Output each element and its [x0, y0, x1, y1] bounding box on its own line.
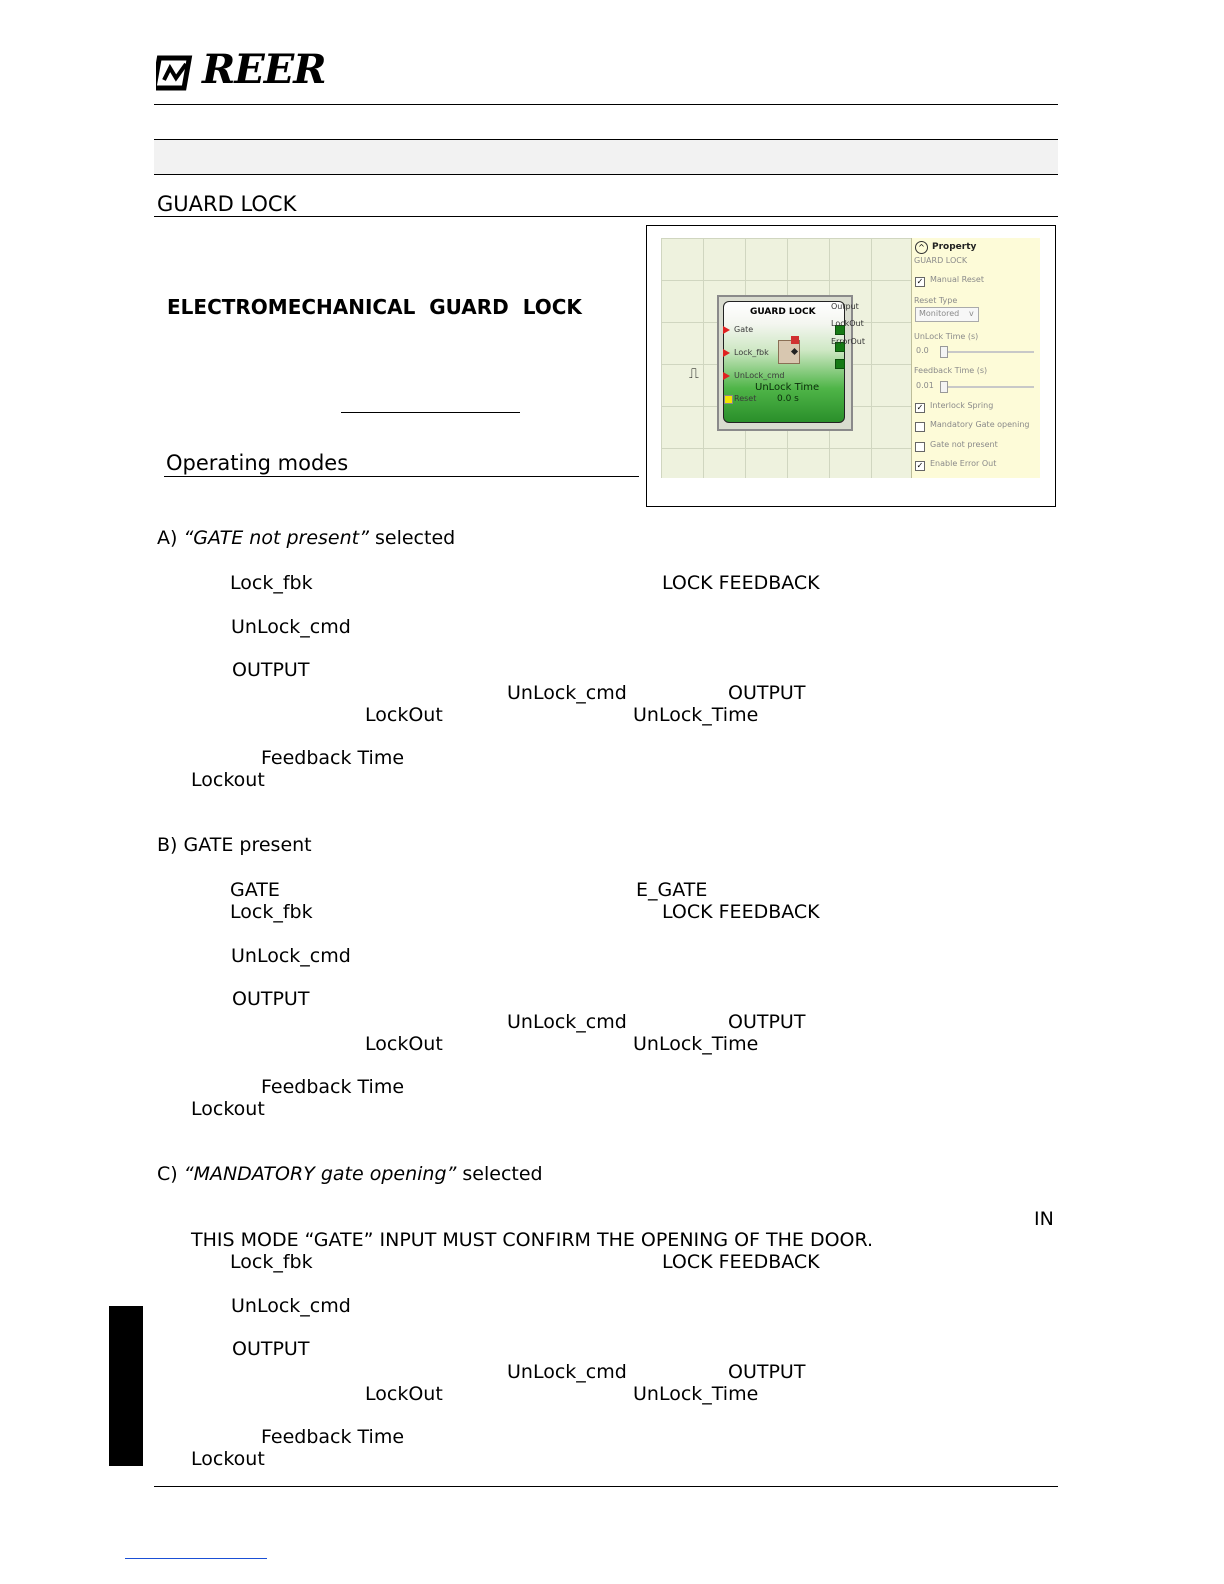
reset-input-icon — [724, 395, 733, 404]
mode-b-lock-fbk: Lock_fbk — [230, 901, 313, 923]
mode-b-heading — [157, 834, 312, 856]
mode-c-unlock-time: UnLock_Time — [633, 1383, 759, 1405]
unlock-time-label: UnLock Time (s) — [914, 332, 979, 341]
band-bottom-rule — [154, 174, 1058, 175]
unlock-time-value: 0.0 — [916, 346, 929, 355]
param-value: 0.0 s — [777, 394, 799, 404]
lockout-label: LockOut — [831, 319, 864, 328]
mode-c-letter: C) — [157, 1163, 178, 1185]
lock-fbk-input-icon — [723, 349, 730, 357]
brand-name: REER — [202, 46, 326, 93]
mode-a-lock-fbk: Lock_fbk — [230, 572, 313, 594]
collapse-chevron-icon[interactable]: ^ — [915, 241, 928, 254]
mode-b-e-gate: E_GATE — [636, 879, 708, 901]
gate-not-present-checkbox[interactable] — [915, 442, 925, 452]
dropdown-chevron-icon: v — [969, 309, 974, 318]
gate-input-icon — [723, 326, 730, 334]
guard-lock-block[interactable] — [723, 301, 845, 423]
section-title: GUARD LOCK — [157, 192, 297, 216]
property-title: Property — [932, 242, 977, 252]
block-title: GUARD LOCK — [750, 307, 816, 317]
mode-c-unlock-cmd-2: UnLock_cmd — [507, 1361, 627, 1383]
brand-mark-icon — [156, 54, 196, 94]
mode-b-unlock-cmd-2: UnLock_cmd — [507, 1011, 627, 1033]
mode-a-lockout: LockOut — [365, 704, 443, 726]
input-gate-label: Gate — [734, 325, 754, 334]
unlock-time-slider-thumb[interactable] — [940, 346, 948, 358]
mode-a-unlock-time: UnLock_Time — [633, 704, 759, 726]
intro-underline — [341, 412, 520, 413]
mode-c-output-2: OUTPUT — [728, 1361, 806, 1383]
property-subtitle: GUARD LOCK — [914, 256, 968, 265]
output-label: Output — [831, 302, 859, 311]
guard-lock-figure — [646, 225, 1056, 507]
mode-c-lock-fbk: Lock_fbk — [230, 1251, 313, 1273]
mode-a-heading — [157, 527, 455, 549]
mode-b-unlock-time: UnLock_Time — [633, 1033, 759, 1055]
mode-b-unlock-cmd: UnLock_cmd — [231, 945, 351, 967]
mode-b-lockout-2: Lockout — [191, 1098, 265, 1120]
manual-reset-checkbox[interactable]: ✓ — [916, 277, 924, 286]
section-rule — [154, 216, 1058, 217]
errorout-port-icon — [835, 359, 845, 369]
mode-c-unlock-cmd: UnLock_cmd — [231, 1295, 351, 1317]
unlock-time-slider[interactable] — [940, 351, 1034, 353]
reset-type-select[interactable] — [915, 307, 979, 322]
intro-heading: ELECTROMECHANICAL GUARD LOCK — [167, 295, 582, 319]
property-panel — [911, 238, 1040, 478]
feedback-time-slider[interactable] — [940, 386, 1034, 388]
guard-lock-device-icon — [778, 340, 800, 364]
input-unlock-cmd-label: UnLock_cmd — [734, 371, 785, 380]
mode-c-in-word: IN — [1034, 1208, 1054, 1230]
chapter-band — [154, 140, 1058, 174]
guard-lock-block-frame[interactable] — [717, 295, 853, 431]
operating-modes-rule — [164, 476, 639, 477]
mode-c-heading — [157, 1163, 543, 1185]
errorout-label: ErrorOut — [831, 337, 866, 346]
mode-a-unlock-cmd: UnLock_cmd — [231, 616, 351, 638]
interlock-spring-label: Interlock Spring — [930, 401, 994, 410]
mode-a-output-2: OUTPUT — [728, 682, 806, 704]
reset-type-label: Reset Type — [914, 296, 958, 305]
feedback-time-slider-thumb[interactable] — [940, 381, 948, 393]
mode-b-output: OUTPUT — [232, 988, 310, 1010]
feedback-time-value: 0.01 — [916, 381, 934, 390]
brand-logo — [156, 46, 326, 94]
mode-b-feedback-time: Feedback Time — [261, 1076, 405, 1098]
mode-a-feedback-time: Feedback Time — [261, 747, 405, 769]
mode-a-letter: A) — [157, 527, 178, 549]
footer-link-underline[interactable] — [125, 1558, 267, 1559]
manual-reset-label: Manual Reset — [930, 275, 984, 284]
interlock-spring-checkbox[interactable]: ✓ — [916, 403, 924, 412]
mode-a-output: OUTPUT — [232, 659, 310, 681]
footer-rule — [154, 1486, 1058, 1487]
input-lock-fbk-label: Lock_fbk — [734, 348, 769, 357]
mode-a-title: “GATE not present” — [183, 527, 369, 549]
param-label: UnLock Time — [755, 382, 820, 393]
operating-modes-heading: Operating modes — [166, 451, 349, 475]
enable-error-out-label: Enable Error Out — [930, 459, 997, 468]
unlock-cmd-input-icon — [723, 372, 730, 380]
mode-b-letter: B) — [157, 834, 178, 856]
mode-b-lockout: LockOut — [365, 1033, 443, 1055]
mode-b-gate: GATE — [230, 879, 280, 901]
design-canvas — [661, 238, 913, 478]
mode-a-unlock-cmd-2: UnLock_cmd — [507, 682, 627, 704]
reset-type-value: Monitored — [919, 309, 960, 318]
mode-a-lock-feedback: LOCK FEEDBACK — [662, 572, 820, 594]
header-rule — [154, 104, 1058, 105]
mode-c-notice: THIS MODE “GATE” INPUT MUST CONFIRM THE OPENING OF THE DOOR. — [191, 1229, 874, 1251]
mode-b-title: GATE present — [183, 834, 312, 856]
mode-c-output: OUTPUT — [232, 1338, 310, 1360]
feedback-time-label: Feedback Time (s) — [914, 366, 988, 375]
mode-c-lockout-2: Lockout — [191, 1448, 265, 1470]
chapter-side-tab — [109, 1306, 143, 1466]
gate-not-present-label: Gate not present — [930, 440, 998, 449]
enable-error-out-checkbox[interactable]: ✓ — [916, 461, 924, 470]
mandatory-gate-checkbox[interactable] — [915, 422, 925, 432]
mandatory-gate-label: Mandatory Gate opening — [930, 420, 1030, 429]
mode-b-output-2: OUTPUT — [728, 1011, 806, 1033]
pulse-symbol-icon: ⎍ — [689, 366, 699, 382]
mode-a-lockout-2: Lockout — [191, 769, 265, 791]
mode-c-title: “MANDATORY gate opening” — [183, 1163, 457, 1185]
mode-c-lockout: LockOut — [365, 1383, 443, 1405]
mode-c-suffix: selected — [462, 1163, 543, 1185]
mode-c-lock-feedback: LOCK FEEDBACK — [662, 1251, 820, 1273]
mode-b-lock-feedback: LOCK FEEDBACK — [662, 901, 820, 923]
input-reset-label: Reset — [734, 394, 757, 403]
mode-a-suffix: selected — [375, 527, 456, 549]
mode-c-feedback-time: Feedback Time — [261, 1426, 405, 1448]
